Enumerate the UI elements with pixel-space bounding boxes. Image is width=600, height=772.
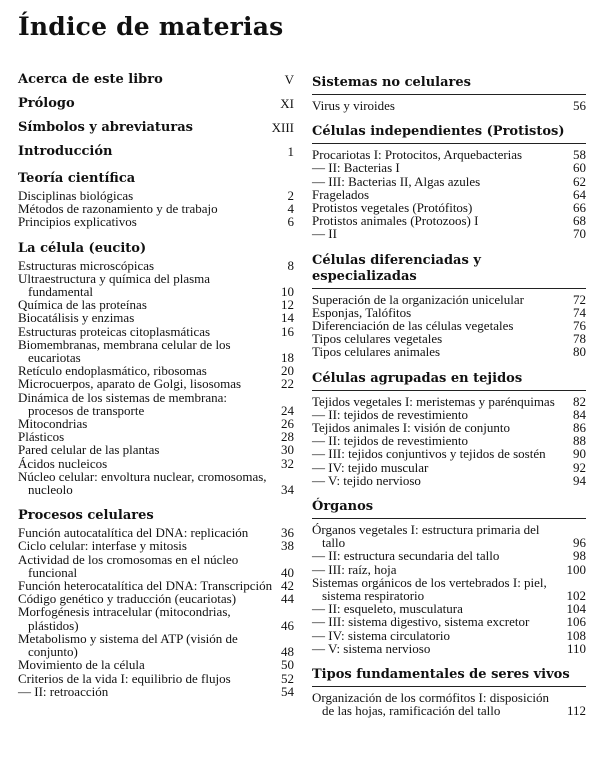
toc-entry-text: Protistos vegetales (Protófitos) <box>312 200 473 216</box>
toc-entry-text: — II <box>312 226 337 242</box>
toc-section <box>312 253 586 359</box>
toc-entry-page: 16 <box>281 323 294 339</box>
toc-top-item-label: Introducción <box>18 144 113 159</box>
toc-entry-text: Principios explicativos <box>18 214 137 230</box>
toc-entry-text: — IV: sistema circulatorio <box>312 627 451 643</box>
toc-entry-text: Métodos de razonamiento y de trabajo <box>18 201 218 217</box>
toc-section <box>312 124 586 240</box>
toc-entry-page: 94 <box>573 472 586 488</box>
toc-entry <box>18 457 294 470</box>
toc-entry-text: — II: esqueleto, musculatura <box>312 601 463 617</box>
toc-entry <box>312 474 586 487</box>
toc-section <box>18 508 294 698</box>
toc-entry-text: Química de las proteínas <box>18 297 147 313</box>
toc-entry <box>312 214 586 227</box>
toc-entry-text: — II: tejidos de revestimiento <box>312 406 468 422</box>
toc-entry-page: 60 <box>573 160 586 176</box>
toc-section <box>312 371 586 487</box>
toc-entry-page: 86 <box>573 420 586 436</box>
toc-top-item <box>18 144 294 160</box>
toc-entry-page: 48 <box>281 644 294 660</box>
toc-entry <box>18 605 294 631</box>
toc-entry-text: Movimiento de la célula <box>18 657 145 673</box>
toc-entry <box>18 553 294 579</box>
toc-entry-page: 84 <box>573 406 586 422</box>
toc-entry-text: — IV: tejido muscular <box>312 459 429 475</box>
toc-entry <box>312 461 586 474</box>
toc-entry-page: 56 <box>573 98 586 113</box>
toc-entry <box>312 523 586 549</box>
toc-entry-text: Tipos celulares animales <box>312 344 441 360</box>
toc-entry-page: 88 <box>573 433 586 449</box>
toc-entry-text: Fragelados <box>312 186 370 202</box>
toc-entry <box>312 227 586 240</box>
toc-entry <box>312 629 586 642</box>
toc-entry-page: 14 <box>281 310 294 326</box>
toc-top-item-label: Prólogo <box>18 96 75 111</box>
toc-entry-text: — V: sistema nervioso <box>312 640 431 656</box>
page-title: Índice de materias <box>18 12 284 41</box>
toc-entry-page: 12 <box>281 297 294 313</box>
toc-entry-text: Código genético y traducción (eucariotas) <box>18 591 237 607</box>
toc-entry-page: 78 <box>573 331 586 347</box>
toc-entry-text: Retículo endoplasmático, ribosomas <box>18 363 207 379</box>
toc-entry-text: Función autocatalítica del DNA: replicación <box>18 525 249 541</box>
toc-entry-page: 46 <box>281 617 294 633</box>
toc-entry-page: 106 <box>566 614 586 630</box>
toc-entry-page: 74 <box>573 304 586 320</box>
right-column <box>312 72 586 727</box>
toc-entry-page: 92 <box>573 459 586 475</box>
toc-entry <box>312 395 586 408</box>
toc-entry-text: — III: tejidos conjuntivos y tejidos de sostén <box>312 446 546 462</box>
toc-entry-text: Microcuerpos, aparato de Golgi, lisosomas <box>18 376 242 392</box>
toc-entry-page: 38 <box>281 538 294 554</box>
toc-entry-text: Criterios de la vida I: equilibrio de flujos <box>18 670 231 686</box>
toc-entry-page: 102 <box>566 588 586 604</box>
toc-entry-page: 100 <box>566 561 586 577</box>
toc-entry <box>18 391 294 417</box>
toc-entry-text: Disciplinas biológicas <box>18 188 134 203</box>
toc-entry <box>18 632 294 658</box>
toc-entry-page: 18 <box>281 350 294 366</box>
toc-entry-page: 80 <box>573 344 586 360</box>
toc-top-item-page: XI <box>280 96 294 111</box>
toc-entry <box>18 311 294 324</box>
toc-top-item <box>18 120 294 136</box>
toc-entry <box>312 447 586 460</box>
toc-top-item <box>18 96 294 112</box>
toc-section <box>18 171 294 229</box>
toc-entry <box>18 443 294 456</box>
toc-entry-page: 52 <box>281 670 294 686</box>
toc-entry-page: 70 <box>573 226 586 242</box>
toc-entry <box>18 470 294 496</box>
toc-entry-text: — III: raíz, hoja <box>312 561 397 577</box>
toc-entry-page: 22 <box>281 376 294 392</box>
toc-entry-text: Tejidos vegetales I: meristemas y parénquimas <box>312 393 555 409</box>
toc-top-item <box>18 72 294 88</box>
toc-entry <box>312 549 586 562</box>
toc-entry-text: Estructuras microscópicas <box>18 257 155 273</box>
toc-entry <box>312 345 586 358</box>
toc-entry-text: Superación de la organización unicelular <box>312 291 525 307</box>
toc-entry-page: 30 <box>281 442 294 458</box>
toc-entry-page: 10 <box>281 284 294 300</box>
toc-entry <box>312 563 586 576</box>
left-column <box>18 72 294 707</box>
toc-top-item-page: 1 <box>287 144 294 159</box>
toc-entry-page: 28 <box>281 429 294 445</box>
toc-entry-text: Estructuras proteicas citoplasmáticas <box>18 323 211 339</box>
toc-entry <box>18 685 294 698</box>
toc-entry-text: Protistos animales (Protozoos) I <box>312 213 479 229</box>
toc-entry-text: Ácidos nucleicos <box>18 455 108 471</box>
section-title: Procesos celulares <box>18 508 154 524</box>
toc-entry-page: 110 <box>566 640 586 656</box>
toc-entry-page: 32 <box>281 455 294 471</box>
section-title: Células diferenciadas y especializadas <box>312 253 586 289</box>
toc-entry-page: 76 <box>573 318 586 334</box>
toc-entry-page: 26 <box>281 416 294 432</box>
toc-entry-text: Actividad de los cromosomas en el núcleo funcional <box>18 551 239 580</box>
toc-entry-text: Tejidos animales I: visión de conjunto <box>312 420 511 436</box>
toc-entry <box>18 338 294 364</box>
right-sections <box>312 75 586 727</box>
toc-entry-page: 64 <box>573 186 586 202</box>
toc-top-item-label: Símbolos y abreviaturas <box>18 120 193 135</box>
toc-entry-text: — III: sistema digestivo, sistema excretor <box>312 614 530 630</box>
toc-section <box>312 667 586 717</box>
toc-entry-text: — II: estructura secundaria del tallo <box>312 548 500 564</box>
toc-entry-page: 112 <box>566 703 586 719</box>
toc-entry-text: Organización de los cormófitos I: disposición de las hojas, ramificación del tallo <box>312 690 549 719</box>
toc-section <box>312 75 586 112</box>
toc-entry <box>18 272 294 298</box>
toc-entry-text: — II: tejidos de revestimiento <box>312 433 468 449</box>
section-title: La célula (eucito) <box>18 240 147 256</box>
toc-section <box>312 499 586 655</box>
toc-entry-text: Diferenciación de las células vegetales <box>312 318 514 334</box>
toc-entry-page: 54 <box>281 683 294 699</box>
toc-entry-page: 34 <box>281 482 294 498</box>
toc-section <box>18 241 294 497</box>
toc-entry-text: Procariotas I: Protocitos, Arquebacterias <box>312 147 523 163</box>
section-title: Sistemas no celulares <box>312 75 586 95</box>
toc-top-item-page: XIII <box>271 120 294 135</box>
toc-entry-text: Biomembranas, membrana celular de los eucariotas <box>18 336 231 366</box>
toc-entry-page: 72 <box>573 291 586 307</box>
toc-entry-text: Núcleo celular: envoltura nuclear, cromosomas, nucleolo <box>18 468 267 498</box>
toc-entry-text: Dinámica de los sistemas de membrana: procesos de transporte <box>18 389 228 418</box>
section-title: Órganos <box>312 499 586 519</box>
toc-entry-page: 42 <box>281 578 294 594</box>
toc-entry-page: 4 <box>287 201 294 217</box>
toc-entry-page: 20 <box>281 363 294 379</box>
toc-entry-text: Tipos celulares vegetales <box>312 331 443 347</box>
toc-entry-page: 2 <box>287 188 294 203</box>
toc-entry-text: Ciclo celular: interfase y mitosis <box>18 538 187 554</box>
toc-entry <box>18 658 294 671</box>
toc-entry-page: 66 <box>573 200 586 216</box>
toc-entry-page: 44 <box>281 591 294 607</box>
toc-entry <box>312 691 586 717</box>
left-sections <box>18 171 294 707</box>
toc-entry <box>312 642 586 655</box>
section-title: Tipos fundamentales de seres vivos <box>312 667 586 687</box>
toc-entry <box>312 576 586 602</box>
section-title: Células independientes (Protistos) <box>312 124 586 144</box>
toc-entry-text: Órganos vegetales I: estructura primaria del tallo <box>312 522 540 551</box>
toc-entry-page: 6 <box>287 214 294 230</box>
toc-top-item-page: V <box>284 72 294 87</box>
toc-entry-text: Función heterocatalítica del DNA: Transcripción <box>18 578 273 594</box>
section-title: Células agrupadas en tejidos <box>312 371 586 391</box>
toc-entry-page: 96 <box>573 535 586 551</box>
toc-entry <box>312 99 586 112</box>
toc-entry <box>18 672 294 685</box>
toc-entry-page: 62 <box>573 173 586 189</box>
toc-entry-page: 50 <box>281 657 294 673</box>
toc-entry-text: Metabolismo y sistema del ATP (visión de conjunto) <box>18 630 238 660</box>
toc-entry-text: Ultraestructura y química del plasma fundamental <box>18 270 211 300</box>
toc-entry-page: 36 <box>281 525 294 541</box>
toc-entry-text: Mitocondrias <box>18 416 88 432</box>
toc-entry-text: — III: Bacterias II, Algas azules <box>312 173 481 189</box>
toc-entry-text: Plásticos <box>18 429 65 445</box>
toc-entry <box>18 539 294 552</box>
toc-entry-page: 40 <box>281 564 294 580</box>
toc-entry-text: Esponjas, Talófitos <box>312 304 412 320</box>
toc-entry <box>312 161 586 174</box>
toc-entry-text: Sistemas orgánicos de los vertebrados I: piel, sistema respiratorio <box>312 574 547 604</box>
toc-entry <box>312 175 586 188</box>
toc-entry-page: 68 <box>573 213 586 229</box>
toc-entry-text: — V: tejido nervioso <box>312 472 421 488</box>
toc-entry <box>312 293 586 306</box>
toc-entry <box>18 215 294 228</box>
toc-entry-page: 58 <box>573 147 586 163</box>
toc-entry-text: Pared celular de las plantas <box>18 442 160 458</box>
toc-entry <box>18 259 294 272</box>
toc-entry-page: 82 <box>573 393 586 409</box>
toc-entry-page: 8 <box>287 257 294 273</box>
toc-entry <box>18 325 294 338</box>
toc-top-item-label: Acerca de este libro <box>18 72 163 87</box>
toc-entry-text: Biocatálisis y enzimas <box>18 310 135 326</box>
toc-entry-page: 104 <box>566 601 586 617</box>
toc-entry-page: 108 <box>566 627 586 643</box>
toc-entry-text: — II: retroacción <box>18 683 109 699</box>
toc-entry <box>312 615 586 628</box>
toc-entry-page: 90 <box>573 446 586 462</box>
toc-entry-page: 24 <box>281 402 294 418</box>
toc-entry-text: Virus y viroides <box>312 98 395 113</box>
toc-entry-text: Morfogénesis intracelular (mitocondrias, plástidos) <box>18 604 231 633</box>
toc-entry-page: 98 <box>573 548 586 564</box>
toc-entry <box>18 377 294 390</box>
toc-entry-text: — II: Bacterias I <box>312 160 400 176</box>
section-title: Teoría científica <box>18 171 136 186</box>
